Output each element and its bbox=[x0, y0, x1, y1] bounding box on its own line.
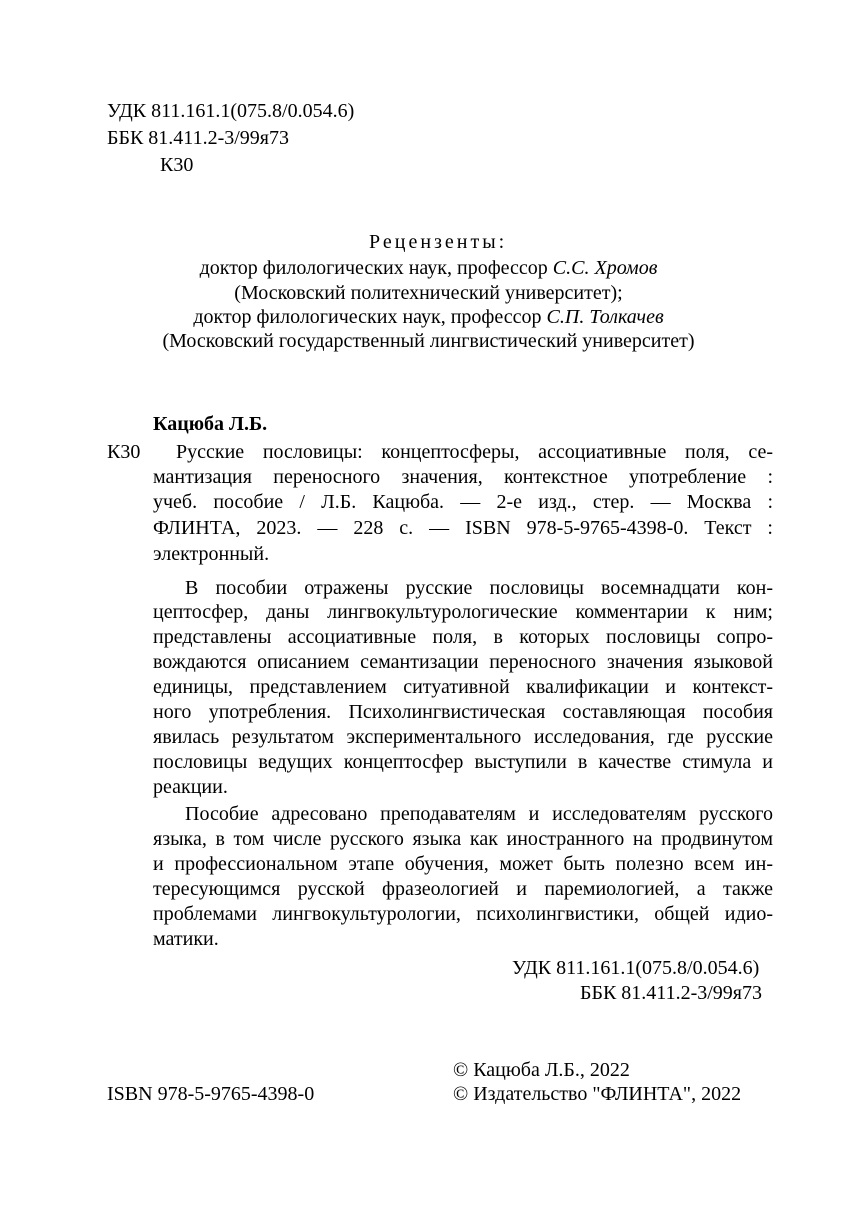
footer-bbk-code: ББК 81.411.2-3/99я73 bbox=[580, 982, 762, 1004]
book-author: Кацюба Л.Б. bbox=[153, 413, 268, 435]
udk-code: УДК 811.161.1(075.8/0.054.6) bbox=[107, 100, 355, 122]
footer-udk-code: УДК 811.161.1(075.8/0.054.6) bbox=[512, 957, 760, 979]
reviewer-1-role: доктор филологических наук, профессор bbox=[199, 257, 553, 279]
reviewer-2-name: С.П. Толкачев bbox=[546, 306, 664, 328]
reviewer-1-org: (Московский политехнический университет); bbox=[234, 282, 623, 304]
abstract-p1-line-3: представлены ассоциативные поля, в которых пословицы сопро- bbox=[153, 626, 773, 648]
biblio-line-2: мантизация переносного значения, контекстное употребление : bbox=[153, 466, 773, 488]
abstract-p2-line-3: и профессиональном этапе обучения, может быть полезно всем ин- bbox=[153, 853, 773, 875]
abstract-p1-line-6: ного употребления. Психолингвистическая составляющая пособия bbox=[153, 701, 773, 723]
abstract-p1-line-9: реакции. bbox=[153, 776, 228, 798]
abstract-p2-line-4: тересующимся русской фразеологией и паремиологией, а также bbox=[153, 878, 773, 900]
reviewer-1 bbox=[0, 256, 857, 280]
abstract-p1-line-5: единицы, представлением ситуативной квалификации и контекст- bbox=[153, 676, 773, 698]
abstract-p1-line-7: явилась результатом экспериментального исследования, где русские bbox=[153, 726, 773, 748]
reviewer-2-org: (Московский государственный лингвистический университет) bbox=[162, 330, 695, 352]
biblio-line-4: ФЛИНТА, 2023. — 228 с. — ISBN 978-5-9765-4398-0. Текст : bbox=[153, 517, 773, 539]
reviewer-2-role: доктор филологических наук, профессор bbox=[193, 306, 547, 328]
abstract-p1-line-8: пословицы ведущих концептосфер выступили в качестве стимула и bbox=[153, 751, 773, 773]
biblio-line-3: учеб. пособие / Л.Б. Кацюба. — 2-е изд., стер. — Москва : bbox=[153, 491, 773, 513]
abstract-p2-line-2: языка, в том числе русского языка как иностранного на продвинутом bbox=[153, 828, 773, 850]
copyright-author: © Кацюба Л.Б., 2022 bbox=[453, 1059, 630, 1081]
biblio-line-1: Русские пословицы: концептосферы, ассоциативные поля, се- bbox=[176, 441, 773, 463]
abstract-p1-line-4: вождаются описанием семантизации переносного значения языковой bbox=[153, 651, 773, 673]
reviewer-2 bbox=[0, 305, 857, 329]
reviewer-1-name: С.С. Хромов bbox=[552, 257, 658, 279]
abstract-p2-line-6: матики. bbox=[153, 928, 219, 950]
reviewers-title: Рецензенты: bbox=[369, 231, 508, 253]
bbk-code: ББК 81.411.2-3/99я73 bbox=[107, 127, 289, 149]
abstract-p1-line-1: В пособии отражены русские пословицы восемнадцати кон- bbox=[185, 577, 773, 599]
biblio-line-5: электронный. bbox=[153, 543, 270, 565]
biblio-code: К30 bbox=[107, 441, 141, 463]
isbn: ISBN 978-5-9765-4398-0 bbox=[107, 1083, 315, 1105]
author-sign-code: К30 bbox=[160, 154, 194, 176]
abstract-p2-line-5: проблемами лингвокультурологии, психолингвистики, общей идио- bbox=[153, 903, 773, 925]
copyright-publisher: © Издательство "ФЛИНТА", 2022 bbox=[453, 1083, 742, 1105]
abstract-p2-line-1: Пособие адресовано преподавателям и исследователям русского bbox=[185, 803, 773, 825]
abstract-p1-line-2: цептосфер, даны лингвокультурологические комментарии к ним; bbox=[153, 601, 773, 623]
